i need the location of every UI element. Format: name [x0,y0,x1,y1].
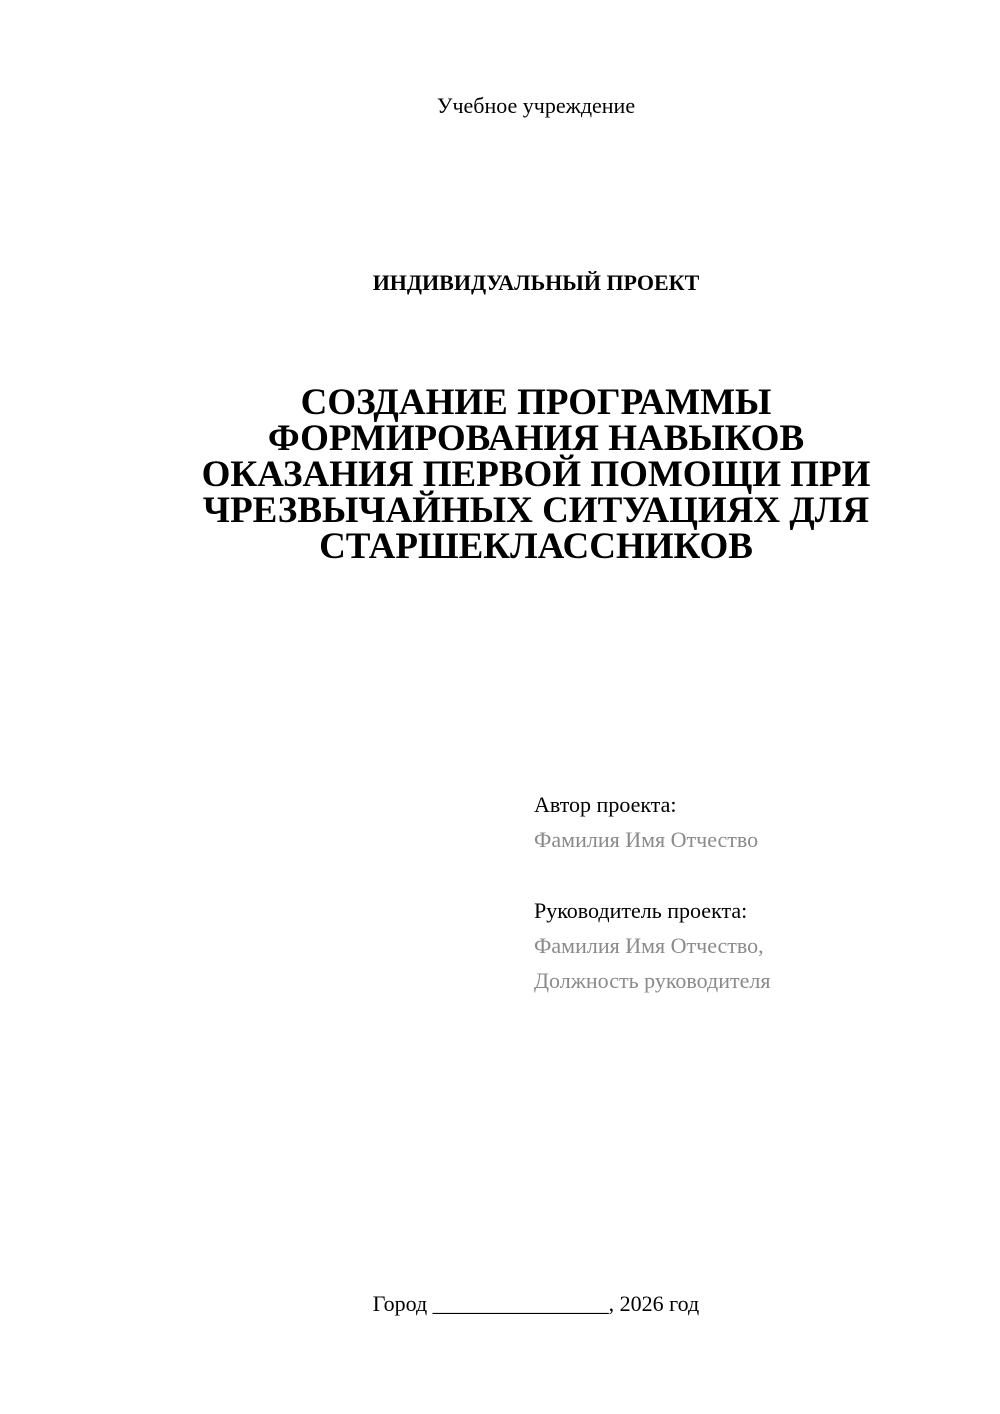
author-label: Автор проекта: [534,792,677,817]
institution-name: Учебное учреждение [436,93,636,118]
project-title [150,382,922,567]
project-title-line: СОЗДАНИЕ ПРОГРАММЫ [300,382,772,423]
project-title-line: ФОРМИРОВАНИЯ НАВЫКОВ [267,418,805,459]
project-title-line: ОКАЗАНИЯ ПЕРВОЙ ПОМОЩИ ПРИ [201,454,871,495]
supervisor-position-placeholder: Должность руководителя [534,968,771,993]
supervisor-name-placeholder: Фамилия Имя Отчество, [534,933,764,958]
city-year-line: Город ________________, 2026 год [372,1291,700,1316]
project-type-label: ИНДИВИДУАЛЬНЫЙ ПРОЕКТ [372,270,700,295]
project-title-line: ЧРЕЗВЫЧАЙНЫХ СИТУАЦИЯХ ДЛЯ [202,490,870,531]
author-name-placeholder: Фамилия Имя Отчество [534,827,759,852]
project-title-line: СТАРШЕКЛАССНИКОВ [319,526,753,567]
supervisor-block [534,893,964,998]
supervisor-label: Руководитель проекта: [534,898,748,923]
author-block [534,787,964,857]
